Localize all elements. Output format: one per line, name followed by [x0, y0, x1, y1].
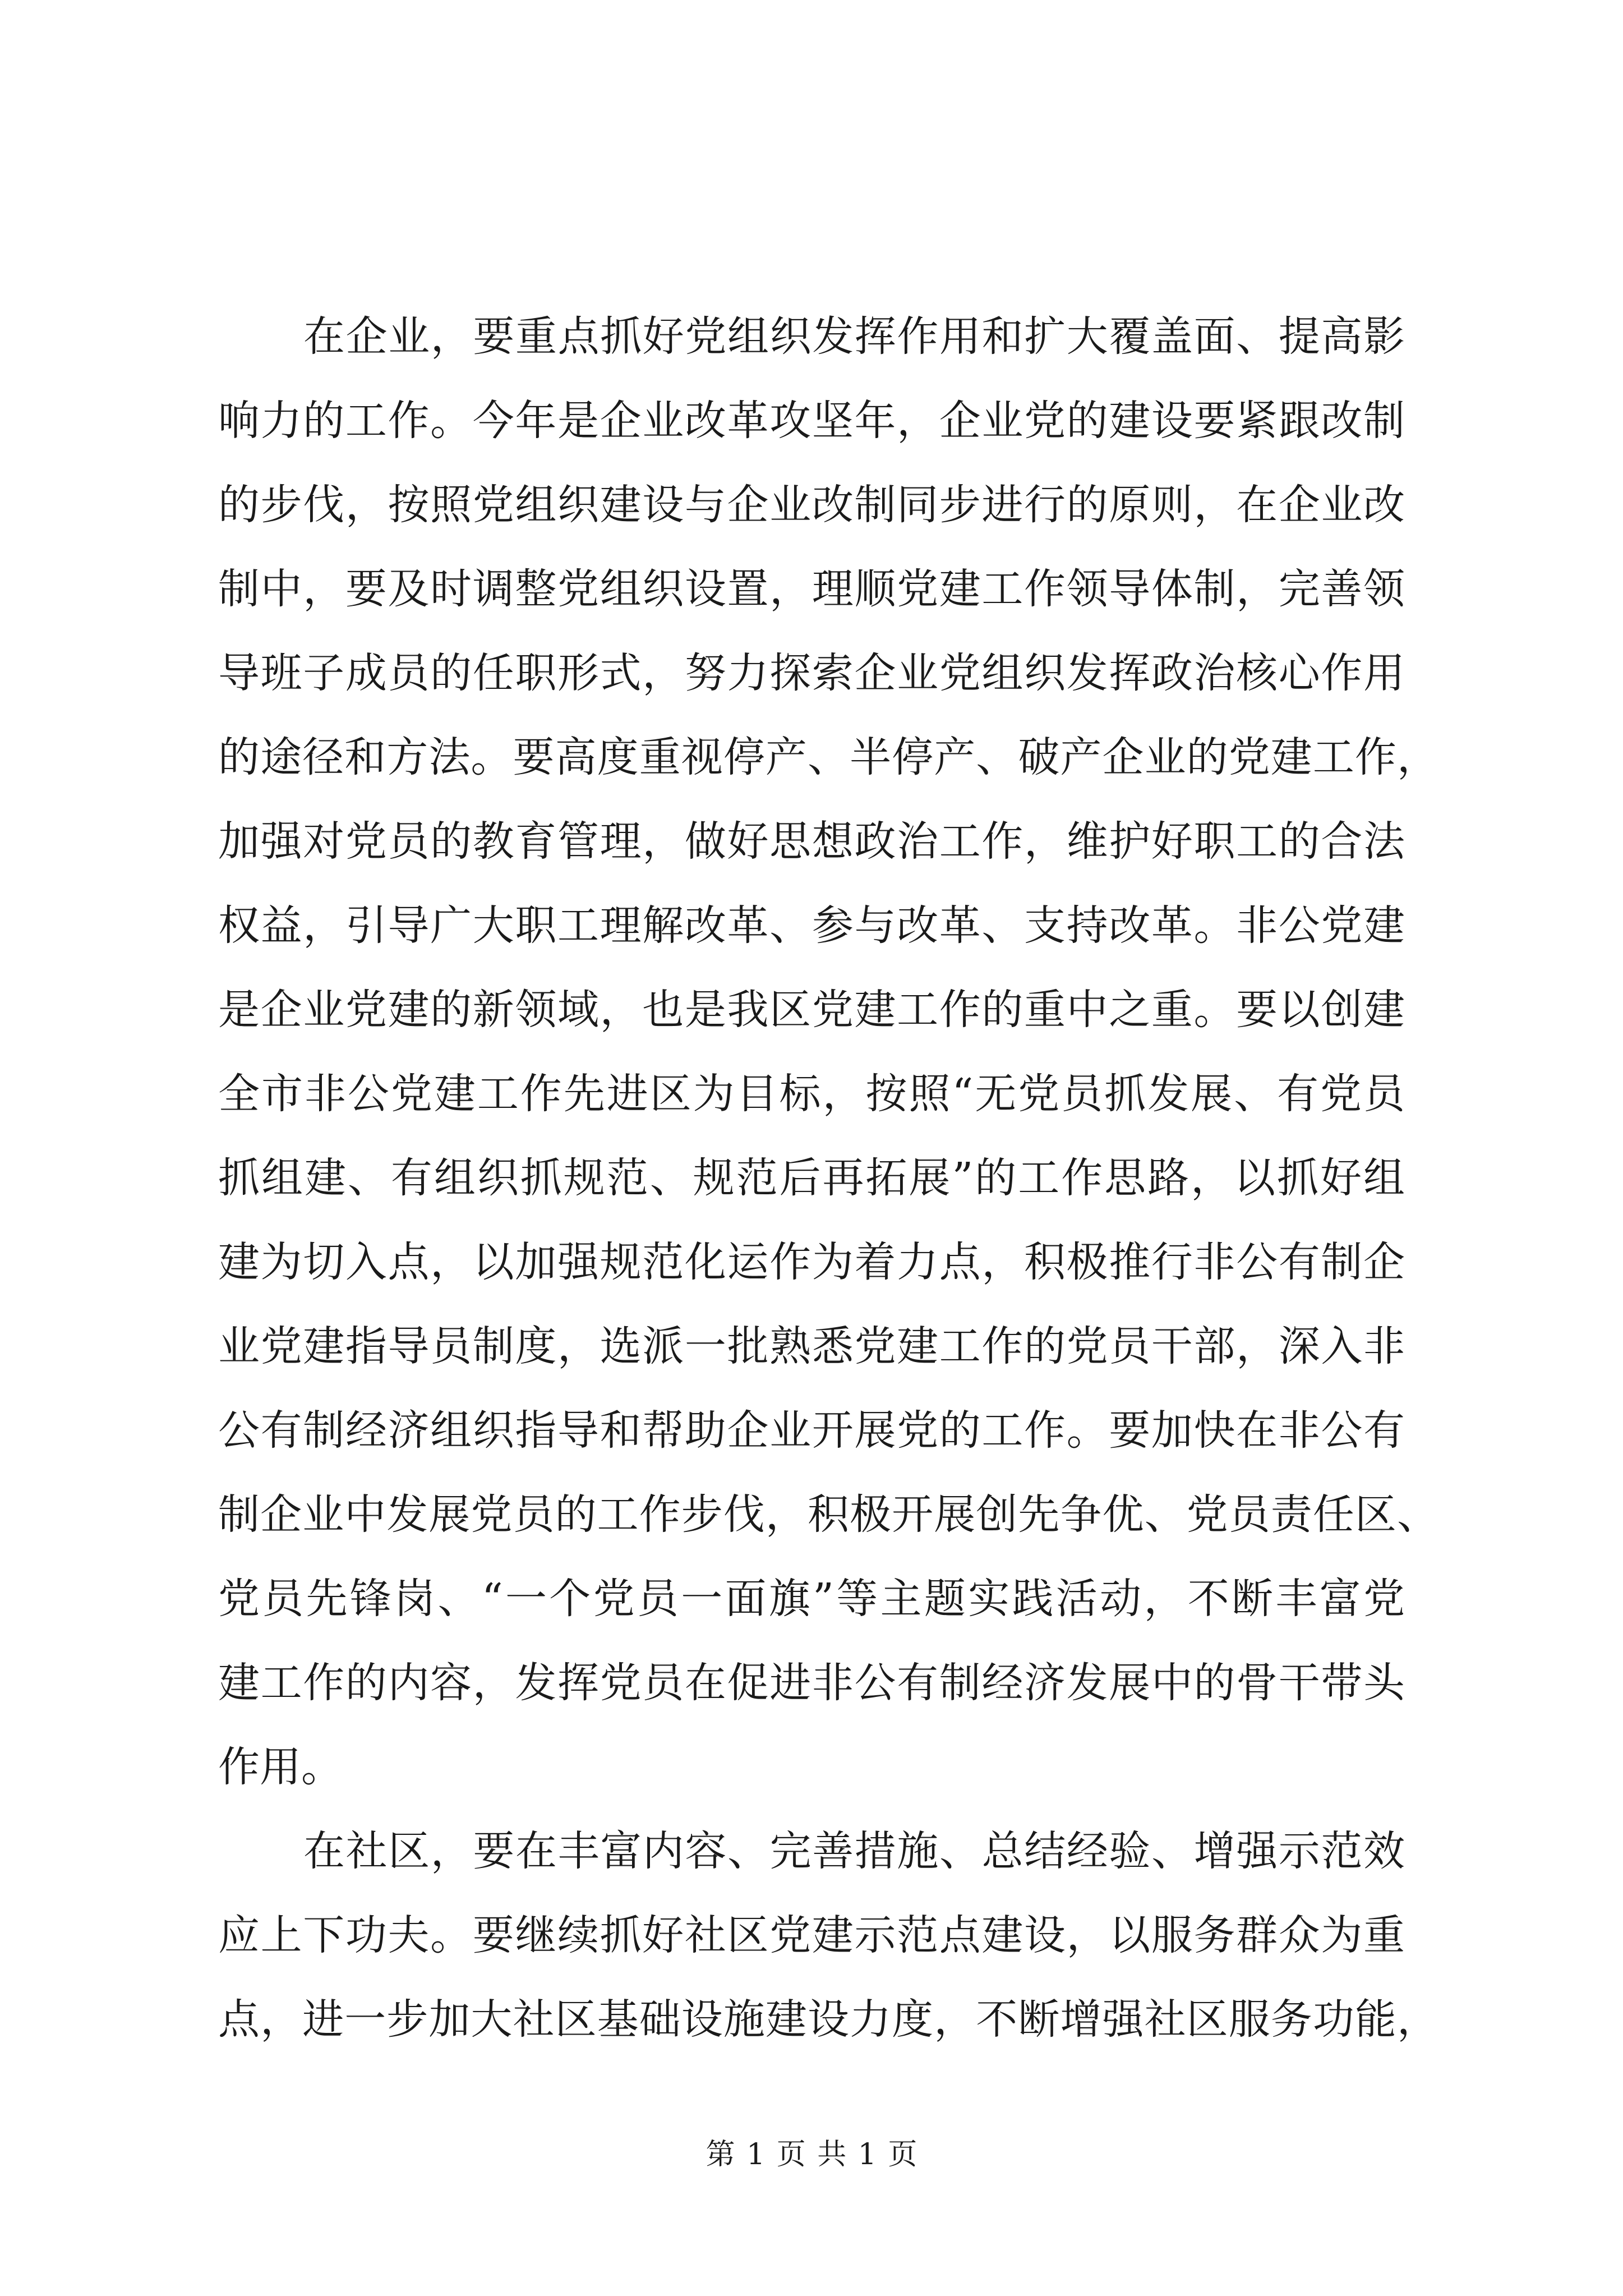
- text-line: 抓组建、有组织抓规范、规范后再拓展”的工作思路，以抓好组: [218, 1154, 1405, 1202]
- text-line: 权益，引导广大职工理解改革、参与改革、支持改革。非公党建: [218, 901, 1405, 950]
- text-line: 的步伐，按照党组织建设与企业改制同步进行的原则，在企业改: [218, 481, 1405, 529]
- text-line: 加强对党员的教育管理，做好思想政治工作，维护好职工的合法: [218, 817, 1405, 866]
- text-line: 制中，要及时调整党组织设置，理顺党建工作领导体制，完善领: [218, 565, 1405, 613]
- text-line: 点，进一步加大社区基础设施建设力度，不断增强社区服务功能，: [218, 1995, 1438, 2044]
- text-line: 业党建指导员制度，选派一批熟悉党建工作的党员干部，深入非: [218, 1322, 1405, 1370]
- text-line: 应上下功夫。要继续抓好社区党建示范点建设，以服务群众为重: [218, 1911, 1405, 1959]
- page-footer: [0, 2138, 1623, 2171]
- text-line: 全市非公党建工作先进区为目标，按照“无党员抓发展、有党员: [218, 1070, 1405, 1118]
- text-line: 公有制经济组织指导和帮助企业开展党的工作。要加快在非公有: [218, 1406, 1405, 1455]
- text-line: 的途径和方法。要高度重视停产、半停产、破产企业的党建工作，: [218, 733, 1438, 781]
- page-number: 第 1 页 共 1 页: [706, 2138, 917, 2171]
- text-line: 作用。: [218, 1743, 343, 1791]
- text-line: 建为切入点，以加强规范化运作为着力点，积极推行非公有制企: [218, 1238, 1405, 1286]
- text-line: 导班子成员的任职形式，努力探索企业党组织发挥政治核心作用: [218, 649, 1405, 697]
- text-line: 制企业中发展党员的工作步伐，积极开展创先争优、党员责任区、: [218, 1490, 1438, 1539]
- text-line: 响力的工作。今年是企业改革攻坚年，企业党的建设要紧跟改制: [218, 397, 1405, 445]
- text-line: 是企业党建的新领域，也是我区党建工作的重中之重。要以创建: [218, 986, 1405, 1034]
- body-paragraph: [218, 1809, 1452, 2062]
- text-line: 在社区，要在丰富内容、完善措施、总结经验、增强示范效: [303, 1827, 1405, 1875]
- text-line: 在企业，要重点抓好党组织发挥作用和扩大覆盖面、提高影: [303, 312, 1405, 361]
- text-line: 党员先锋岗、“一个党员一面旗”等主题实践活动，不断丰富党: [218, 1575, 1405, 1623]
- text-line: 建工作的内容，发挥党员在促进非公有制经济发展中的骨干带头: [218, 1659, 1405, 1707]
- body-paragraph: [218, 295, 1452, 1809]
- body-text: [218, 295, 1452, 2062]
